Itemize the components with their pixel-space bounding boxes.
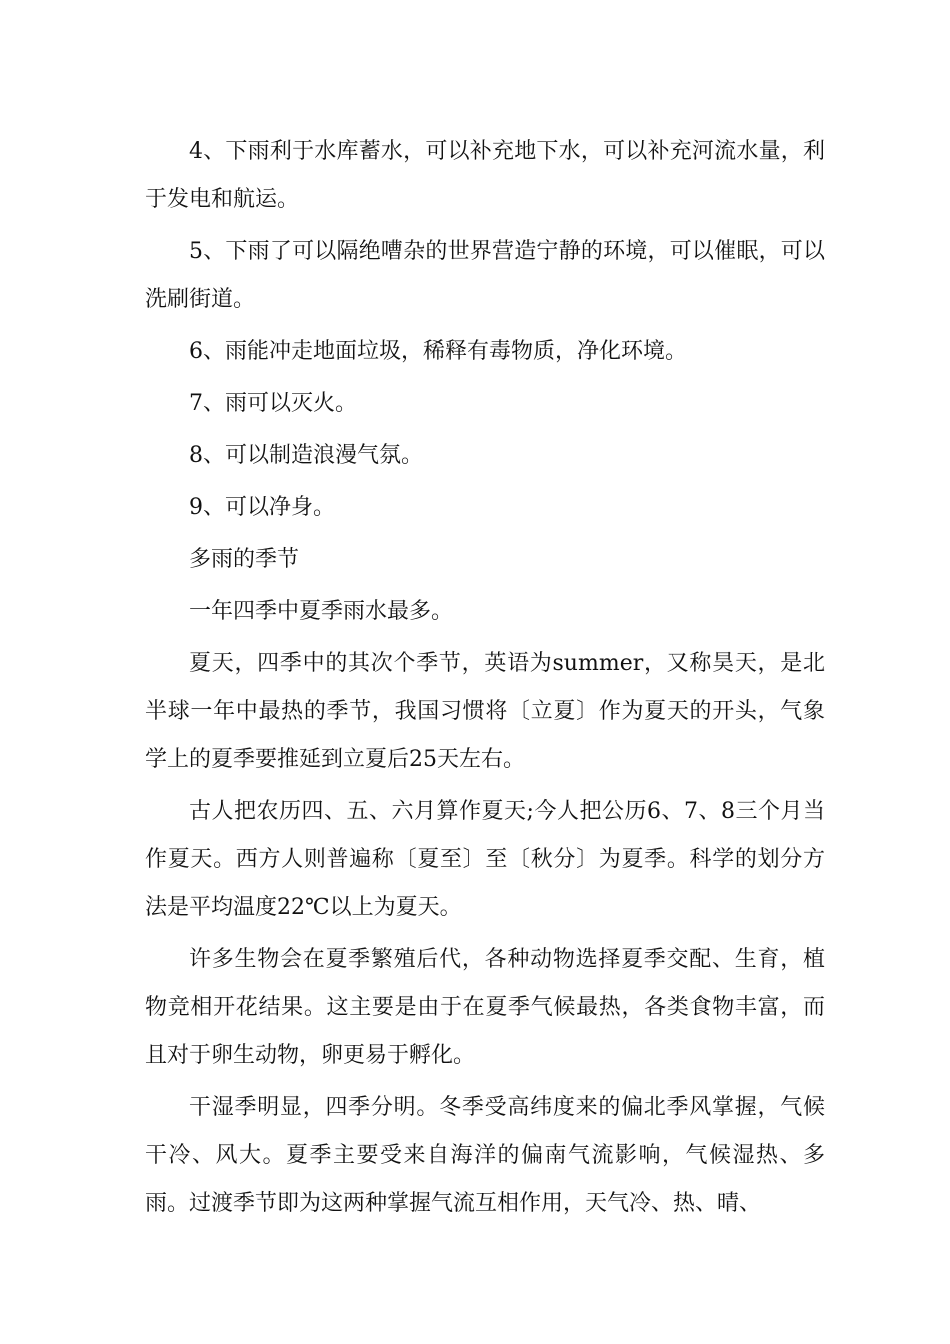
paragraph-item-8: 8、可以制造浪漫气氛。 xyxy=(189,443,423,468)
paragraph-item-5: 5、下雨了可以隔绝嘈杂的世界营造宁静的环境，可以催眠，可以洗刷街道。 xyxy=(145,239,825,312)
paragraph-summer-definition: 夏天，四季中的其次个季节，英语为summer，又称昊天，是北半球一年中最热的季节，我国习惯将〔立夏〕作为夏天的开头，气象学上的夏季要推延到立夏后25天左右。 xyxy=(145,651,825,772)
paragraph-summary: 一年四季中夏季雨水最多。 xyxy=(189,599,454,624)
paragraph-item-9: 9、可以净身。 xyxy=(189,495,335,520)
paragraph-summer-life: 许多生物会在夏季繁殖后代，各种动物选择夏季交配、生育，植物竞相开花结果。这主要是由于在夏季气候最热，各类食物丰富，而且对于卵生动物，卵更易于孵化。 xyxy=(145,947,825,1068)
paragraph-summer-months: 古人把农历四、五、六月算作夏天;今人把公历6、7、8三个月当作夏天。西方人则普遍称〔夏至〕至〔秋分〕为夏季。科学的划分方法是平均温度22℃以上为夏天。 xyxy=(145,799,825,920)
paragraph-item-6: 6、雨能冲走地面垃圾，稀释有毒物质，净化环境。 xyxy=(189,339,687,364)
paragraph-climate: 干湿季明显，四季分明。冬季受高纬度来的偏北季风掌握，气候干冷、风大。夏季主要受来自海洋的偏南气流影响，气候湿热、多雨。过渡季节即为这两种掌握气流互相作用，天气冷、热、晴、 xyxy=(145,1095,825,1216)
paragraph-item-4: 4、下雨利于水库蓄水，可以补充地下水，可以补充河流水量，利于发电和航运。 xyxy=(145,139,825,212)
document-body xyxy=(145,128,825,1232)
section-heading: 多雨的季节 xyxy=(189,547,300,572)
paragraph-item-7: 7、雨可以灭火。 xyxy=(189,391,357,416)
